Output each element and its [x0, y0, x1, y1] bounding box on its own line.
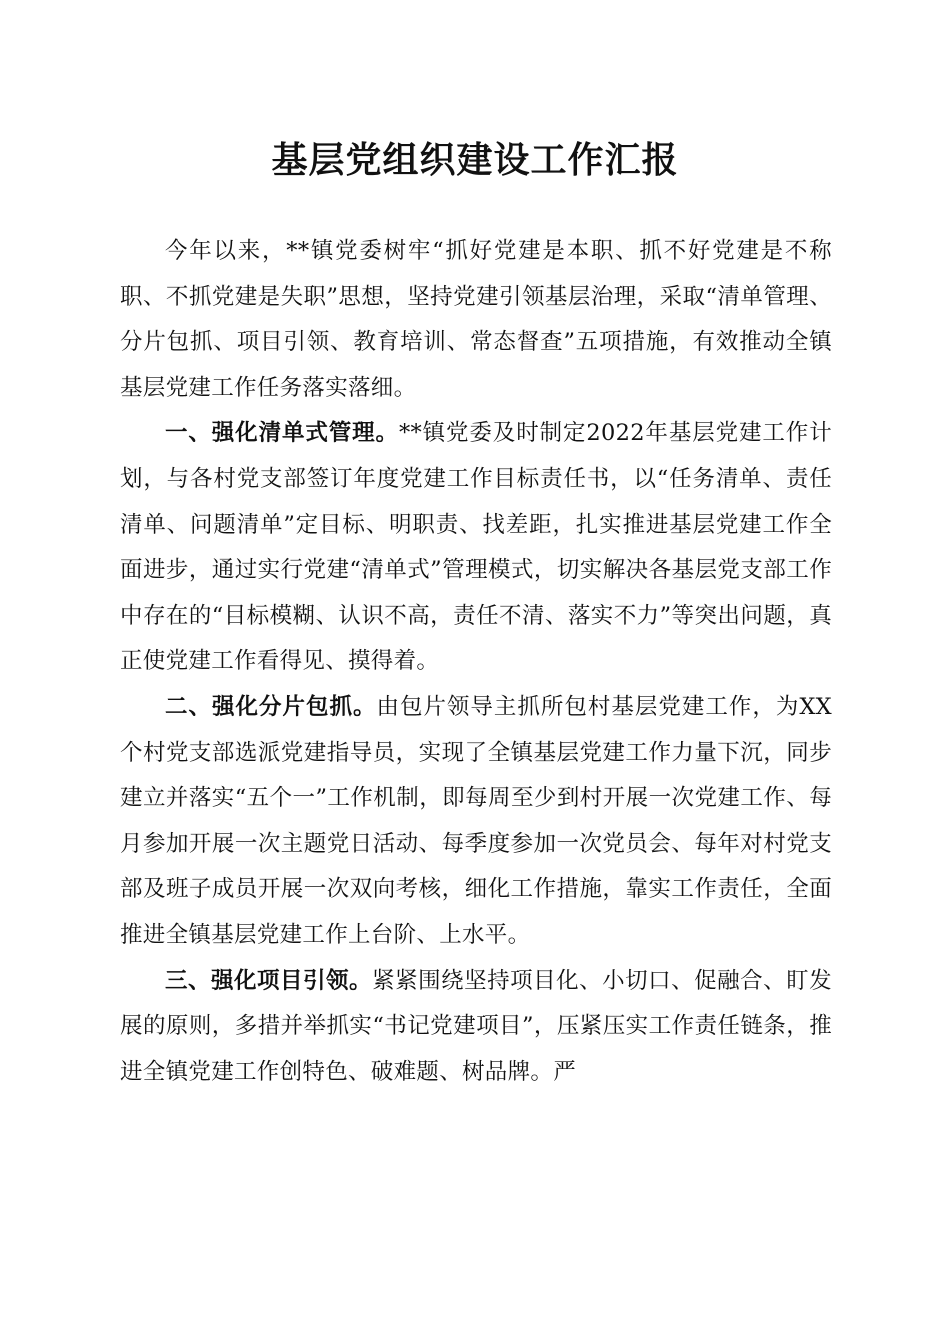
paragraph-intro: [120, 229, 832, 411]
section-2-heading: 二、强化分片包抓。: [165, 693, 377, 720]
paragraph-section-1: [120, 411, 832, 685]
document-title: 基层党组织建设工作汇报: [271, 139, 679, 181]
document-body: [120, 229, 832, 1095]
section-1-heading: 一、强化清单式管理。: [165, 420, 399, 447]
section-2-text: 由包片领导主抓所包村基层党建工作，为XX个村党支部选派党建指导员，实现了全镇基层党建工作力量下沉，同步建立并落实“五个一”工作机制，即每周至少到村开展一次党建工作、每月参加开展一次主题党日活动、每季度参加一次党员会、每年对村党支部及班子成员开展一次双向考核，细化工作措施，靠实工作责任，全面推进全镇基层党建工作上台阶、上水平。: [120, 693, 832, 948]
paragraph-section-3: [120, 959, 832, 1096]
paragraph-section-2: [120, 685, 832, 959]
section-1-text: **镇党委及时制定2022年基层党建工作计划，与各村党支部签订年度党建工作目标责任书，以“任务清单、责任清单、问题清单”定目标、明职责、找差距，扎实推进基层党建工作全面进步，通过实行党建“清单式”管理模式，切实解决各基层党支部工作中存在的“目标模糊、认识不高，责任不清、落实不力”等突出问题，真正使党建工作看得见、摸得着。: [120, 420, 832, 675]
section-3-heading: 三、强化项目引领。: [165, 967, 373, 994]
section-3-text: 紧紧围绕坚持项目化、小切口、促融合、盯发展的原则，多措并举抓实“书记党建项目”，压紧压实工作责任链条，推进全镇党建工作创特色、破难题、树品牌。严: [120, 967, 832, 1085]
paragraph-intro-text: 今年以来，**镇党委树牢“抓好党建是本职、抓不好党建是不称职、不抓党建是失职”思想，坚持党建引领基层治理，采取“清单管理、分片包抓、项目引领、教育培训、常态督查”五项措施，有效推动全镇基层党建工作任务落实落细。: [120, 238, 832, 401]
